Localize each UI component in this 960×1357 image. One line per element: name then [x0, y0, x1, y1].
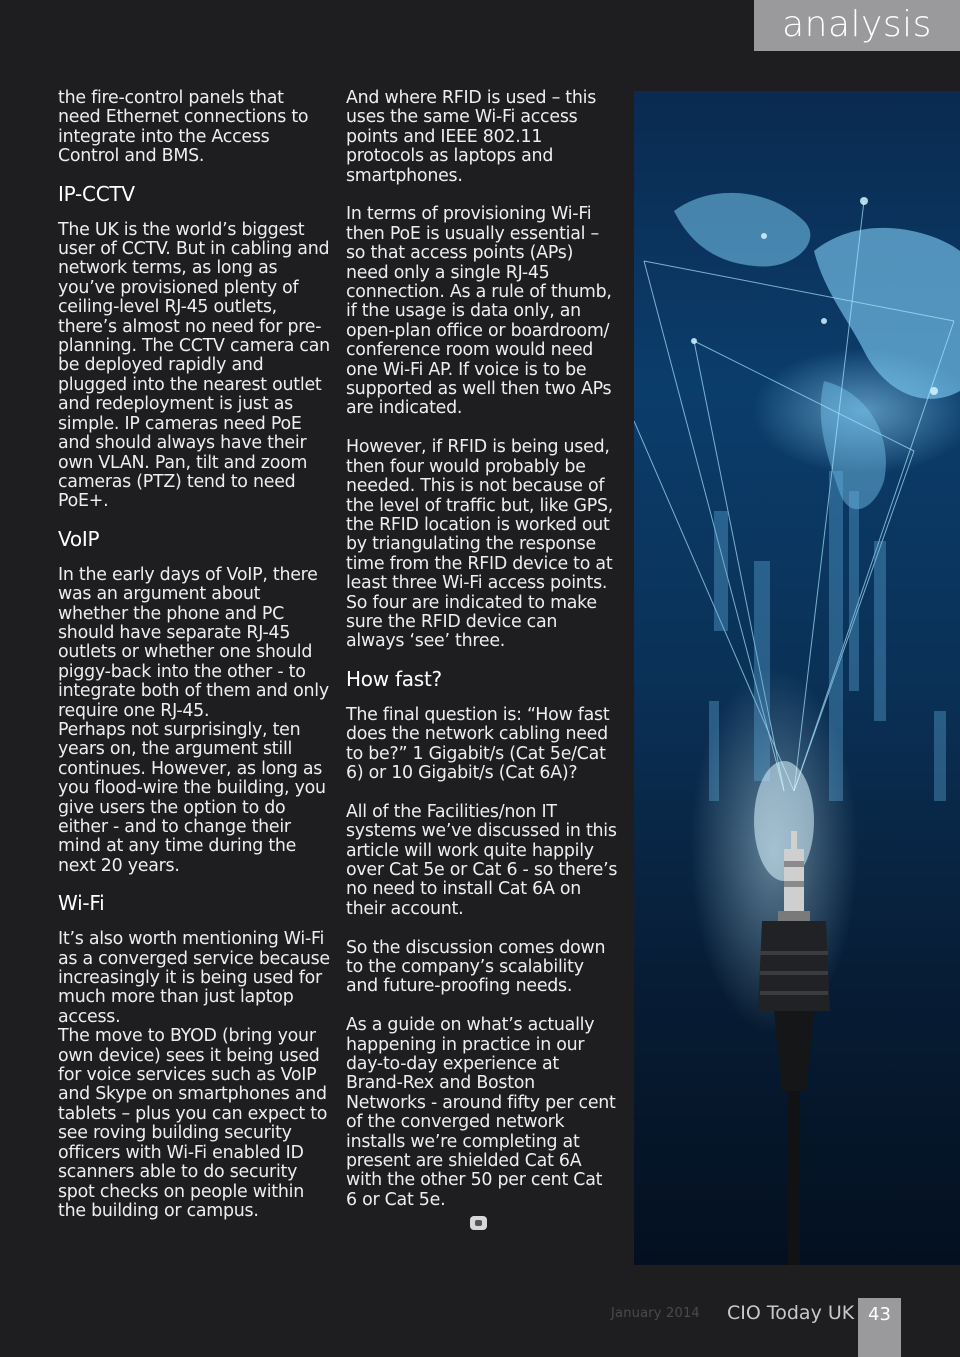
paragraph-wifi-1: It’s also worth mentioning Wi-Fi as a converged service because increasingly it is being used for much more than just laptop access. [58, 929, 330, 1027]
page-number: 43 [858, 1298, 901, 1357]
paragraph-rfid: And where RFID is used – this uses the same Wi-Fi access points and IEEE 802.11 protocols as laptops and smartphones. [346, 88, 597, 186]
footer-date: January 2014 [611, 1306, 700, 1321]
footer-publication: CIO Today UK [727, 1302, 855, 1324]
paragraph-wifi-2: The move to BYOD (bring your own device) sees it being used for voice services such as VoIP and Skype on smartphones and tablets – plus you can expect to see roving building security officers with Wi-Fi enabled ID scanners able to do security spot checks on people within the building or campus. [58, 1026, 328, 1221]
paragraph-voip-2: Perhaps not surprisingly, ten years on, the argument still continues. However, as long as you flood-wire the building, you give users the option to do either - and to change their mind at any time during the next 20 years. [58, 719, 326, 876]
article-end-icon [470, 1216, 487, 1230]
paragraph-guide: As a guide on what’s actually happening in practice in our day-to-day experience at Brand-Rex and Boston Networks - around fifty per cent of the converged network installs we’re completing at present are shielded Cat 6A with the other 50 per cent Cat 6 or Cat 5e. [346, 1015, 616, 1210]
paragraph-four-aps: However, if RFID is being used, then four would probably be needed. This is not because of the level of traffic but, like GPS, the RFID location is worked out by triangulating the response time from the RFID device to at least three Wi-Fi access points. So four are indicated to make sure the RFID device can always ‘see’ three. [346, 437, 614, 652]
paragraph-how-fast: The final question is: “How fast does the network cabling need to be?” 1 Gigabit/s (Cat 5e/Cat 6) or 10 Gigabit/s (Cat 6A)? [346, 704, 610, 783]
paragraph-discussion: So the discussion comes down to the company’s scalability and future-proofing needs. [346, 937, 606, 997]
heading-wifi: Wi-Fi [58, 891, 105, 916]
network-cable-photo [634, 91, 960, 1265]
heading-voip: VoIP [58, 526, 100, 551]
paragraph-ip-cctv: The UK is the world’s biggest user of CCTV. But in cabling and network terms, as long as you’ve provisioned plenty of ceiling-level RJ-45 outlets, there’s almost no need for pre-planning. The CCTV camera can be deployed rapidly and plugged into the nearest outlet and redeployment is just as simple. IP cameras need PoE and should always have their own VLAN. Pan, tilt and zoom cameras (PTZ) tend to need PoE+. [58, 219, 330, 512]
network-cable-illustration [634, 91, 960, 1265]
heading-ip-cctv: IP-CCTV [58, 181, 135, 206]
heading-how-fast: How fast? [346, 666, 442, 691]
paragraph-facilities: All of the Facilities/non IT systems we’ve discussed in this article will work quite happily over Cat 5e or Cat 6 - so there’s no need to install Cat 6A on their account. [346, 801, 618, 919]
left-column [58, 89, 330, 1221]
middle-column [346, 89, 618, 1236]
paragraph-voip-1: In the early days of VoIP, there was an argument about whether the phone and PC should have separate RJ-45 outlets or whether one should piggy-back into the other - to integrate both of them and only require one RJ-45. [58, 564, 329, 721]
paragraph-poe: In terms of provisioning Wi-Fi then PoE is usually essential – so that access points (APs) need only a single RJ-45 connection. As a rule of thumb, if the usage is data only, an open-plan office or boardroom/ conference room would need one Wi-Fi AP. If voice is to be supported as well then two APs are indicated. [346, 204, 612, 419]
section-tab: analysis [754, 0, 960, 51]
intro-paragraph: the fire-control panels that need Ethernet connections to integrate into the Access Control and BMS. [58, 88, 309, 167]
